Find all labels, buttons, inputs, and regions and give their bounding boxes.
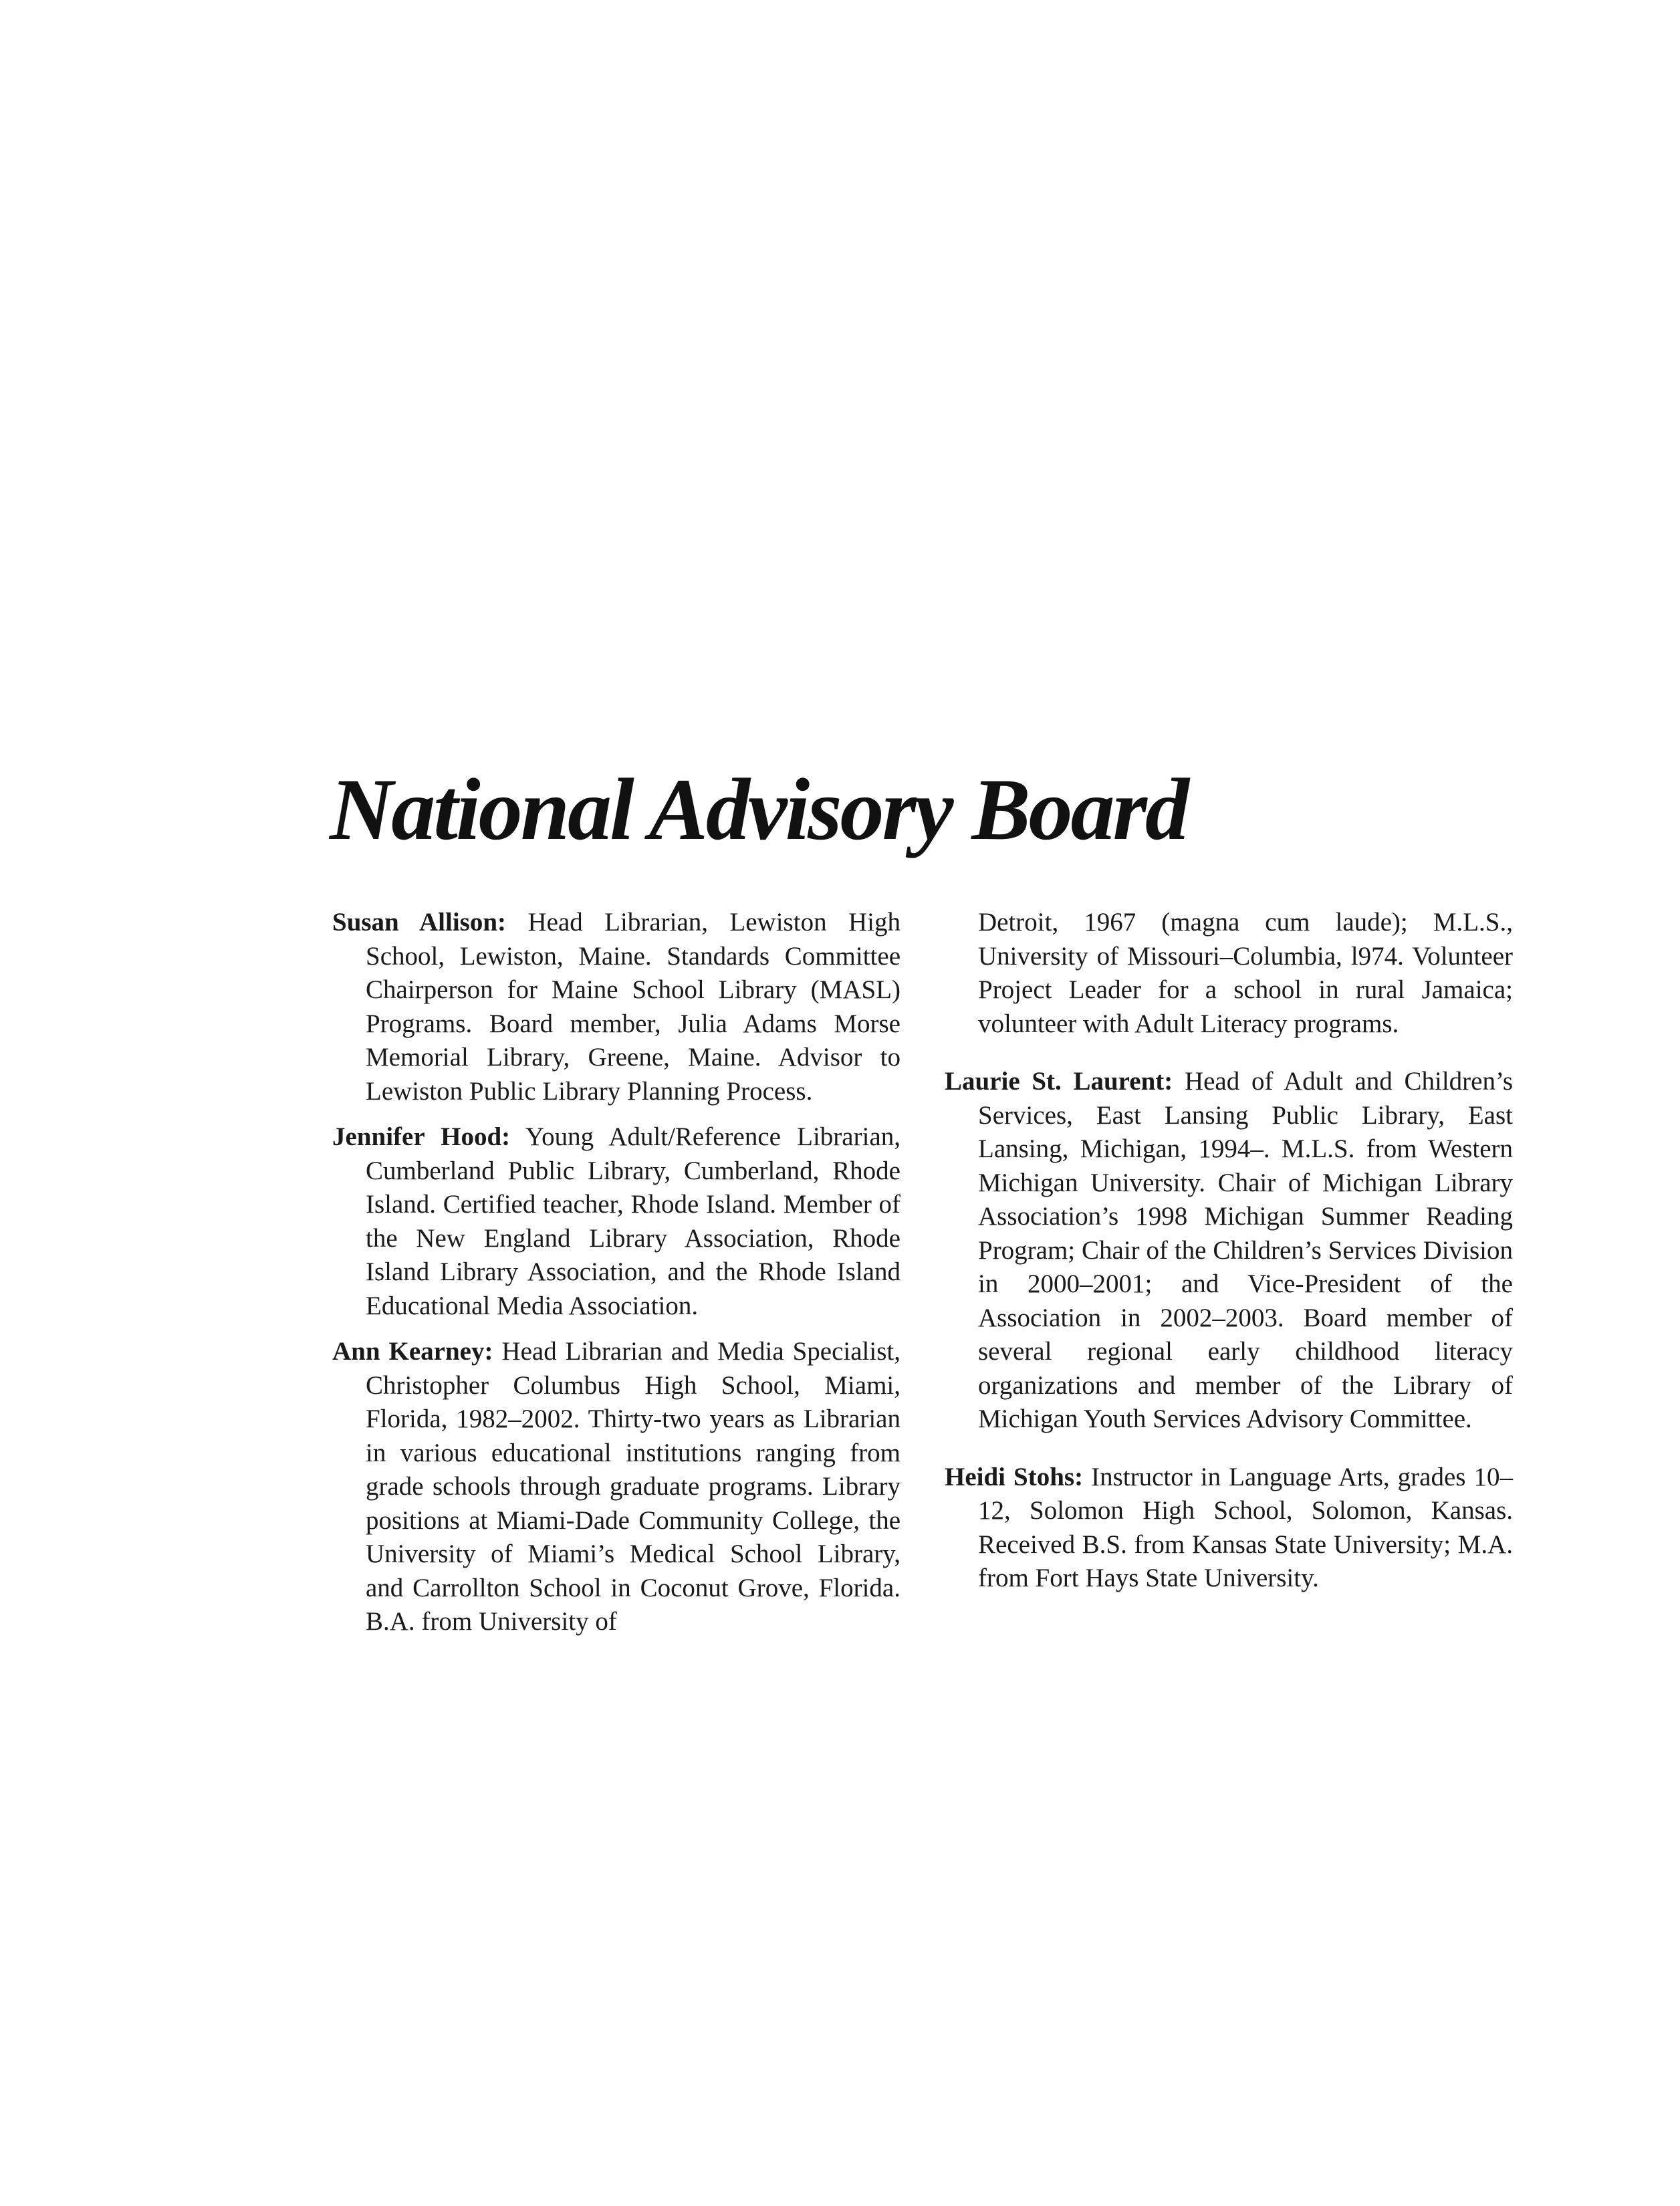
member-name: Susan Allison: — [332, 908, 507, 937]
member-name: Ann Kearney: — [332, 1337, 493, 1366]
member-bio: Head of Adult and Children’s Services, East Lansing Public Library, East Lansing, Michigan, 1994–. M.L.S. from Western Michigan University. Chair of Michigan Library Association’s 1998 Michigan Summer Reading Program; Chair of the Children’s Services Division in 2000–2001; and Vice-President of the Association in 2002–2003. Board member of several regional early childhood literacy organizations and member of the Library of Michigan Youth Services Advisory Committee. — [978, 1067, 1513, 1433]
board-member-entry — [945, 1461, 1513, 1596]
board-member-entry — [945, 1065, 1513, 1437]
member-bio: Head Librarian and Media Specialist, Christopher Columbus High School, Miami, Florida, 1982–2002. Thirty-two years as Librarian in various educational institutions ranging from grade schools through graduate programs. Library positions at Miami-Dade Community College, the University of Miami’s Medical School Library, and Carrollton School in Coconut Grove, Florida. B.A. from University of — [366, 1337, 901, 1636]
right-column — [945, 906, 1513, 1596]
member-bio: Young Adult/Reference Librarian, Cumberland Public Library, Cumberland, Rhode Island. Certified teacher, Rhode Island. Member of the New England Library Association, Rhode Island Library Association, and the Rhode Island Educational Media Association. — [366, 1122, 901, 1320]
board-member-entry-continued — [945, 906, 1513, 1041]
left-column — [332, 906, 901, 1639]
member-name: Laurie St. Laurent: — [945, 1067, 1173, 1096]
member-name: Heidi Stohs: — [945, 1462, 1084, 1491]
page-title: National Advisory Board — [330, 760, 1187, 858]
board-member-entry — [332, 906, 901, 1108]
member-bio-continued: Detroit, 1967 (magna cum laude); M.L.S., University of Missouri–Columbia, l974. Volunteer Project Leader for a school in rural Jamaica; volunteer with Adult Literacy programs. — [978, 908, 1513, 1038]
member-name: Jennifer Hood: — [332, 1122, 511, 1151]
board-member-entry — [332, 1120, 901, 1323]
member-bio: Instructor in Language Arts, grades 10–12, Solomon High School, Solomon, Kansas. Received B.S. from Kansas State University; M.A. from Fort Hays State University. — [978, 1462, 1513, 1592]
board-member-entry — [332, 1335, 901, 1639]
member-bio: Head Librarian, Lewiston High School, Lewiston, Maine. Standards Committee Chairperson for Maine School Library (MASL) Programs. Board member, Julia Adams Morse Memorial Library, Greene, Maine. Advisor to Lewiston Public Library Planning Process. — [366, 908, 901, 1106]
